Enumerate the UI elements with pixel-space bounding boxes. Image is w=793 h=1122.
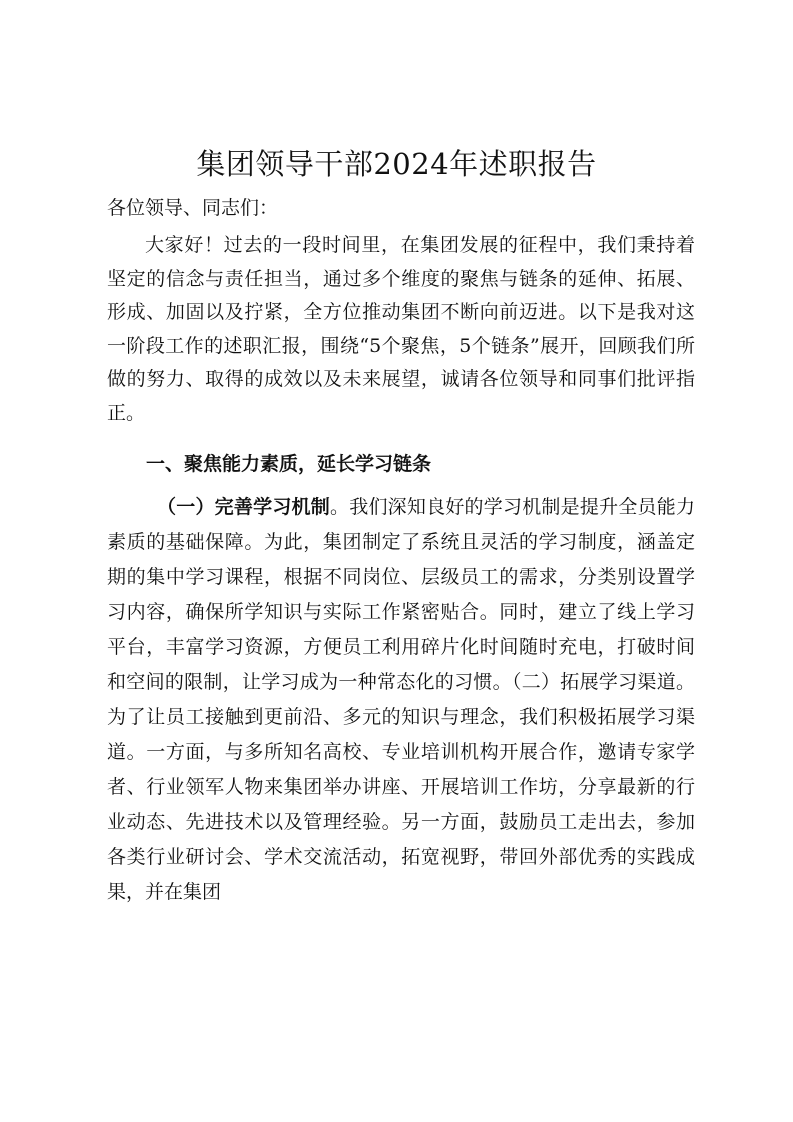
intro-paragraph: 大家好！过去的一段时间里，在集团发展的征程中，我们秉持着坚定的信念与责任担当，通过多个维度的聚焦与链条的延伸、拓展、形成、加固以及拧紧，全方位推动集团不断向前迈进。以下是我对这一阶段工作的述职汇报，围绕“5个聚焦，5个链条”展开，回顾我们所做的努力、取得的成效以及未来展望，诚请各位领导和同事们批评指正。: [107, 234, 695, 424]
section-body-text: 。我们深知良好的学习机制是提升全员能力素质的基础保障。为此，集团制定了系统且灵活的学习制度，涵盖定期的集中学习课程，根据不同岗位、层级员工的需求，分类别设置学习内容，确保所学知识与实际工作紧密贴合。同时，建立了线上学习平台，丰富学习资源，方便员工利用碎片化时间随时充电，打破时间和空间的限制，让学习成为一种常态化的习惯。（二）拓展学习渠道。为了让员工接触到更前沿、多元的知识与理念，我们积极拓展学习渠道。一方面，与多所知名高校、专业培训机构开展合作，邀请专家学者、行业领军人物来集团举办讲座、开展培训工作坊，分享最新的行业动态、先进技术以及管理经验。另一方面，鼓励员工走出去，参加各类行业研讨会、学术交流活动，拓宽视野，带回外部优秀的实践成果，并在集团: [107, 496, 695, 903]
salutation: 各位领导、同志们：: [107, 197, 279, 219]
section-paragraph: [107, 490, 695, 910]
section-heading: 一、聚焦能力素质，延长学习链条: [146, 453, 432, 475]
subsection-heading: （一）完善学习机制: [157, 496, 330, 518]
document-title: 集团领导干部2024年述职报告: [196, 147, 597, 181]
